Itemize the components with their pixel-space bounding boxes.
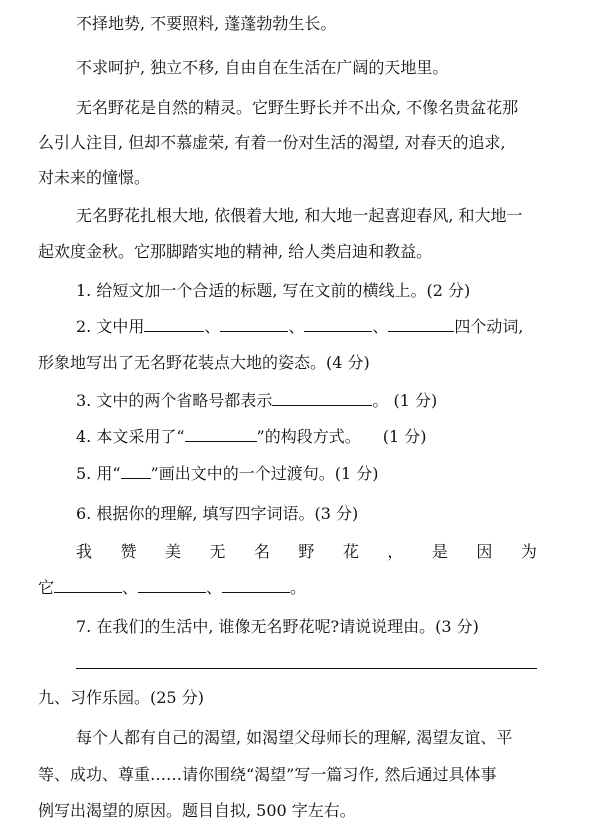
question-2 [76,317,524,337]
question-6: 6. 根据你的理解, 填写四字词语。(3 分) [76,504,359,523]
char: 我 [76,542,93,561]
passage-line-1: 不择地势, 不要照料, 蓬蓬勃勃生长。 [76,14,337,33]
question-2-line-2: 形象地写出了无名野花装点大地的姿态。(4 分) [38,353,370,372]
answer-blank[interactable] [185,427,257,442]
question-1: 1. 给短文加一个合适的标题, 写在文前的横线上。(2 分) [76,281,471,300]
question-6-sentence [76,542,537,562]
char: 名 [253,542,270,561]
char: ， [387,542,404,561]
passage-line-3: 无名野花是自然的精灵。它野生野长并不出众, 不像名贵盆花那 [76,98,519,117]
question-6-line-2-start: 它 [38,578,55,597]
separator: 、 [288,317,305,336]
char: 野 [298,542,315,561]
question-7: 7. 在我们的生活中, 谁像无名野花呢?请说说理由。(3 分) [76,617,479,636]
answer-blank[interactable] [121,464,151,479]
answer-blank[interactable] [272,391,372,406]
separator: 、 [122,578,139,597]
question-5-start: 5. 用“ [76,464,121,483]
answer-blank[interactable] [388,317,454,332]
question-5 [76,464,378,484]
answer-blank[interactable] [222,578,290,593]
question-2-end: 四个动词, [454,317,524,336]
char: 无 [209,542,226,561]
section-9-line-2: 等、成功、尊重……请你围绕“渴望”写一篇习作, 然后通过具体事 [38,765,497,784]
passage-line-4: 么引人注目, 但却不慕虚荣, 有着一份对生活的渴望, 对春天的追求, [38,133,506,152]
answer-blank[interactable] [304,317,372,332]
section-9-heading: 九、习作乐园。(25 分) [38,688,204,707]
section-9-line-3: 例写出渴望的原因。题目自拟, 500 字左右。 [38,801,356,820]
passage-line-5: 对未来的憧憬。 [38,168,151,187]
question-6-line-2 [38,578,306,598]
answer-blank[interactable] [220,317,288,332]
char: 为 [520,542,537,561]
answer-blank[interactable] [138,578,206,593]
char: 因 [476,542,493,561]
char: 美 [164,542,181,561]
question-3-end: 。 (1 分) [372,391,438,410]
question-3-start: 3. 文中的两个省略号都表示 [76,391,273,410]
char: 赞 [120,542,137,561]
passage-line-6: 无名野花扎根大地, 依偎着大地, 和大地一起喜迎春风, 和大地一 [76,206,523,225]
answer-line[interactable] [76,668,537,669]
question-2-start: 2. 文中用 [76,317,145,336]
question-4 [76,427,427,447]
question-4-end: ”的构段方式。 [256,427,361,446]
separator: 、 [372,317,389,336]
separator: 、 [204,317,221,336]
passage-line-7: 起欢度金秋。它那脚踏实地的精神, 给人类启迪和教益。 [38,242,433,261]
char: 花 [342,542,359,561]
question-3 [76,391,437,411]
section-9-line-1: 每个人都有自己的渴望, 如渴望父母师长的理解, 渴望友谊、平 [76,728,513,747]
answer-blank[interactable] [54,578,122,593]
separator: 、 [206,578,223,597]
question-4-start: 4. 本文采用了“ [76,427,185,446]
passage-line-2: 不求呵护, 独立不移, 自由自在生活在广阔的天地里。 [76,58,449,77]
question-5-end: ”画出文中的一个过渡句。(1 分) [150,464,379,483]
answer-blank[interactable] [144,317,204,332]
char: 是 [431,542,448,561]
question-6-end: 。 [290,578,307,597]
question-4-score: (1 分) [382,427,427,446]
